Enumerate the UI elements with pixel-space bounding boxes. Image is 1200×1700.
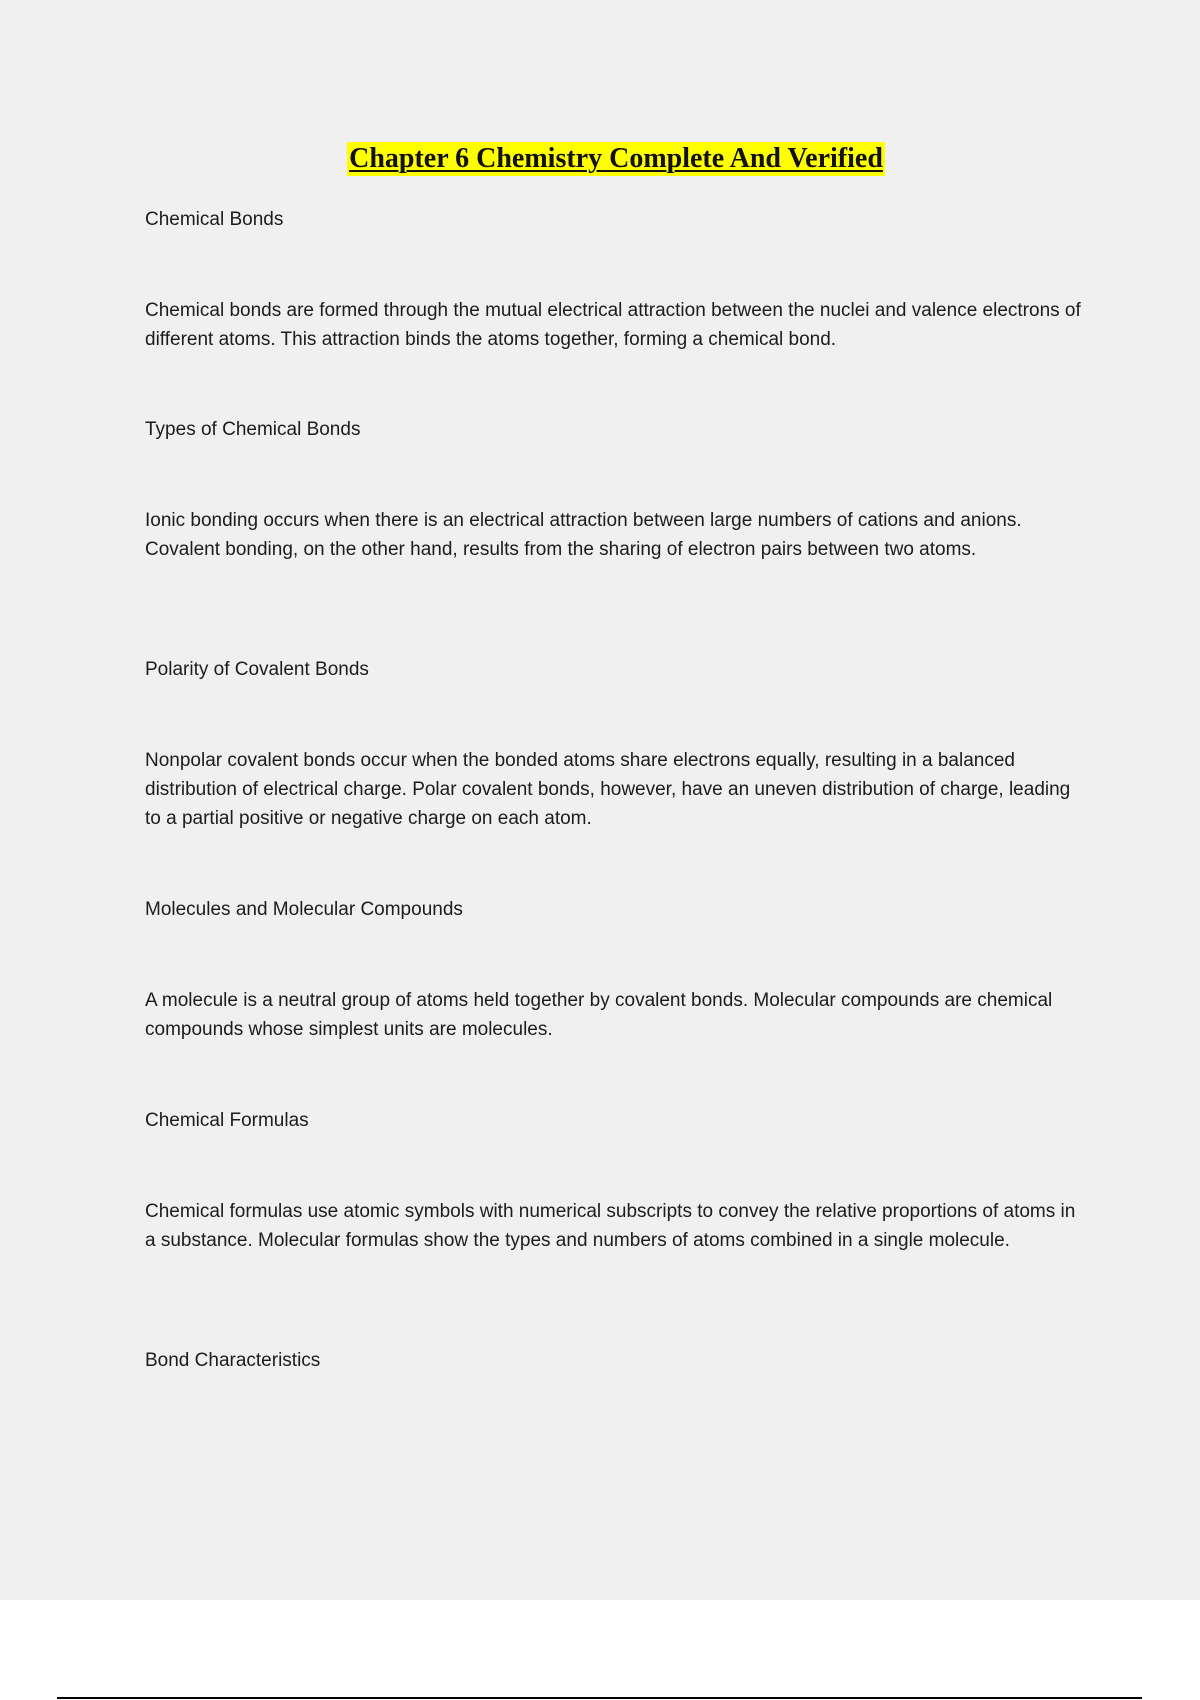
footer-divider: [57, 1697, 1142, 1699]
section-body-molecules-and-molecular-compounds: A molecule is a neutral group of atoms held together by covalent bonds. Molecular compounds are chemical compounds whose simplest units are molecules.: [145, 990, 1053, 1040]
section-body-chemical-bonds: Chemical bonds are formed through the mutual electrical attraction between the nuclei and valence electrons of different atoms. This attraction binds the atoms together, forming a chemical bond.: [145, 300, 1081, 350]
page-gap: [0, 1600, 1200, 1700]
title-wrapper: [0, 142, 1200, 176]
section-heading-types-of-chemical-bonds: Types of Chemical Bonds: [145, 419, 361, 440]
section-heading-molecules-and-molecular-compounds: Molecules and Molecular Compounds: [145, 899, 463, 920]
section-heading-bond-characteristics: Bond Characteristics: [145, 1350, 321, 1371]
document-title: Chapter 6 Chemistry Complete And Verified: [349, 143, 883, 174]
section-heading-polarity-of-covalent-bonds: Polarity of Covalent Bonds: [145, 659, 369, 680]
section-heading-chemical-formulas: Chemical Formulas: [145, 1110, 309, 1131]
section-body-polarity-of-covalent-bonds: Nonpolar covalent bonds occur when the bonded atoms share electrons equally, resulting in a balanced distribution of electrical charge. Polar covalent bonds, however, have an uneven distribution of charge, leading to a partial positive or negative charge on each atom.: [145, 750, 1071, 829]
section-body-types-of-chemical-bonds: Ionic bonding occurs when there is an electrical attraction between large numbers of cations and anions. Covalent bonding, on the other hand, results from the sharing of electron pairs between two atoms.: [145, 510, 1022, 560]
section-body-chemical-formulas: Chemical formulas use atomic symbols with numerical subscripts to convey the relative proportions of atoms in a substance. Molecular formulas show the types and numbers of atoms combined in a single molecule.: [145, 1201, 1076, 1251]
section-heading-chemical-bonds: Chemical Bonds: [145, 209, 284, 230]
